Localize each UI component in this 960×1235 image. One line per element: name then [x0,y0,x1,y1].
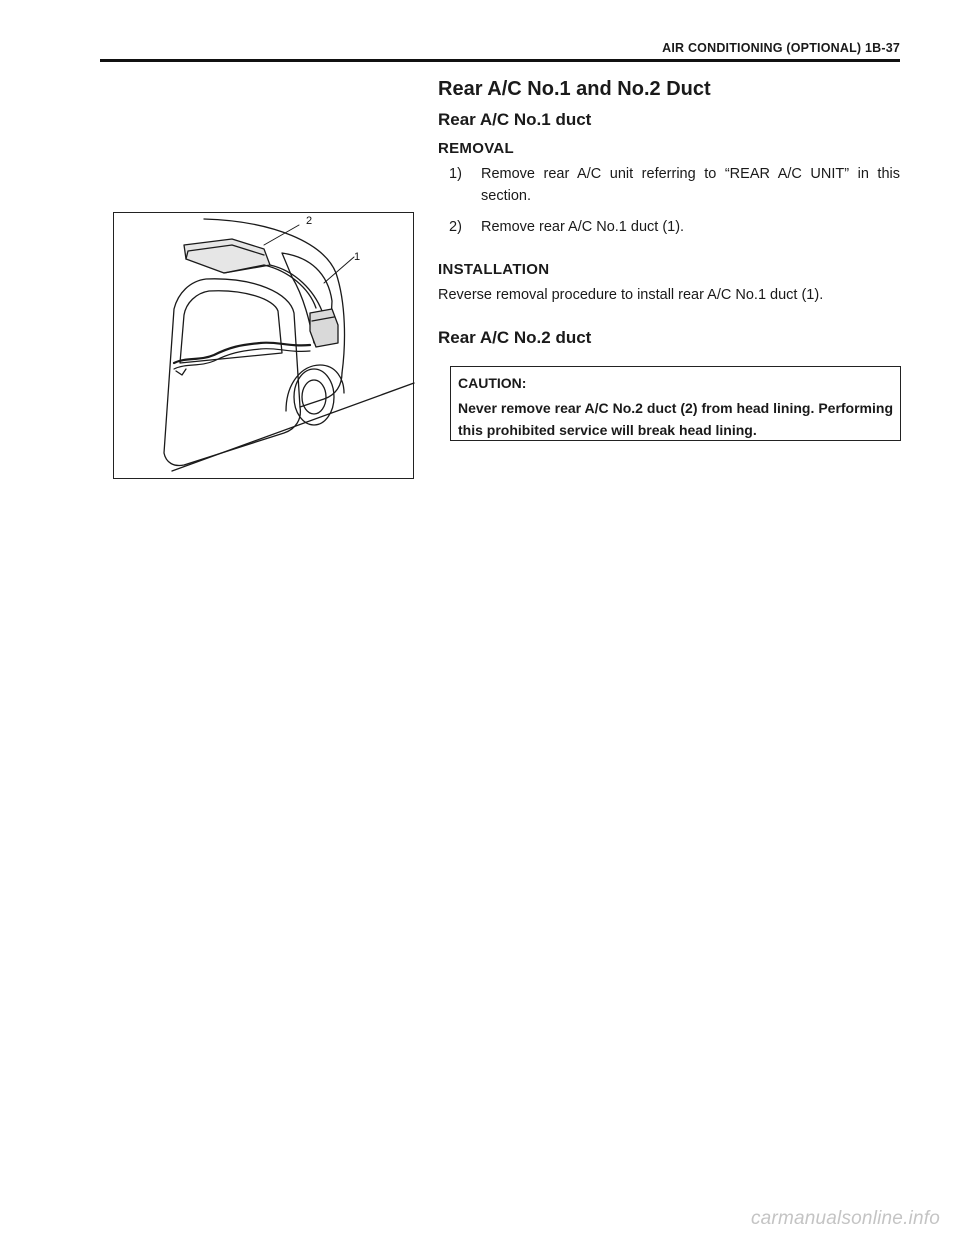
installation-text: Reverse removal procedure to install rear A/C No.1 duct (1). [438,287,824,303]
step-text: Remove rear A/C No.1 duct (1). [481,219,685,235]
page-header [100,0,900,62]
removal-heading: REMOVAL [438,140,514,157]
section-title: Rear A/C No.1 and No.2 Duct [438,78,711,100]
removal-step [449,216,900,238]
callout-1: 1 [354,251,361,263]
caution-text: Never remove rear A/C No.2 duct (2) from head lining. Performing this prohibited service will break head lining. [458,400,893,438]
installation-heading: INSTALLATION [438,261,550,278]
step-number: 1) [449,166,462,182]
callout-2: 2 [306,215,313,227]
duct-illustration [113,212,414,479]
subsection-title-duct1: Rear A/C No.1 duct [438,110,592,129]
caution-label: CAUTION: [458,375,527,391]
caution-box [450,366,901,441]
vehicle-rear-duct-drawing [114,213,415,480]
header-rule [100,59,900,62]
step-text: Remove rear A/C unit referring to “REAR A/C UNIT” in this section. [481,166,900,204]
watermark: carmanualsonline.info [750,1208,940,1229]
removal-step [449,163,900,207]
step-number: 2) [449,219,462,235]
subsection-title-duct2: Rear A/C No.2 duct [438,328,592,347]
running-header-title: AIR CONDITIONING (OPTIONAL) 1B-37 [662,41,900,55]
